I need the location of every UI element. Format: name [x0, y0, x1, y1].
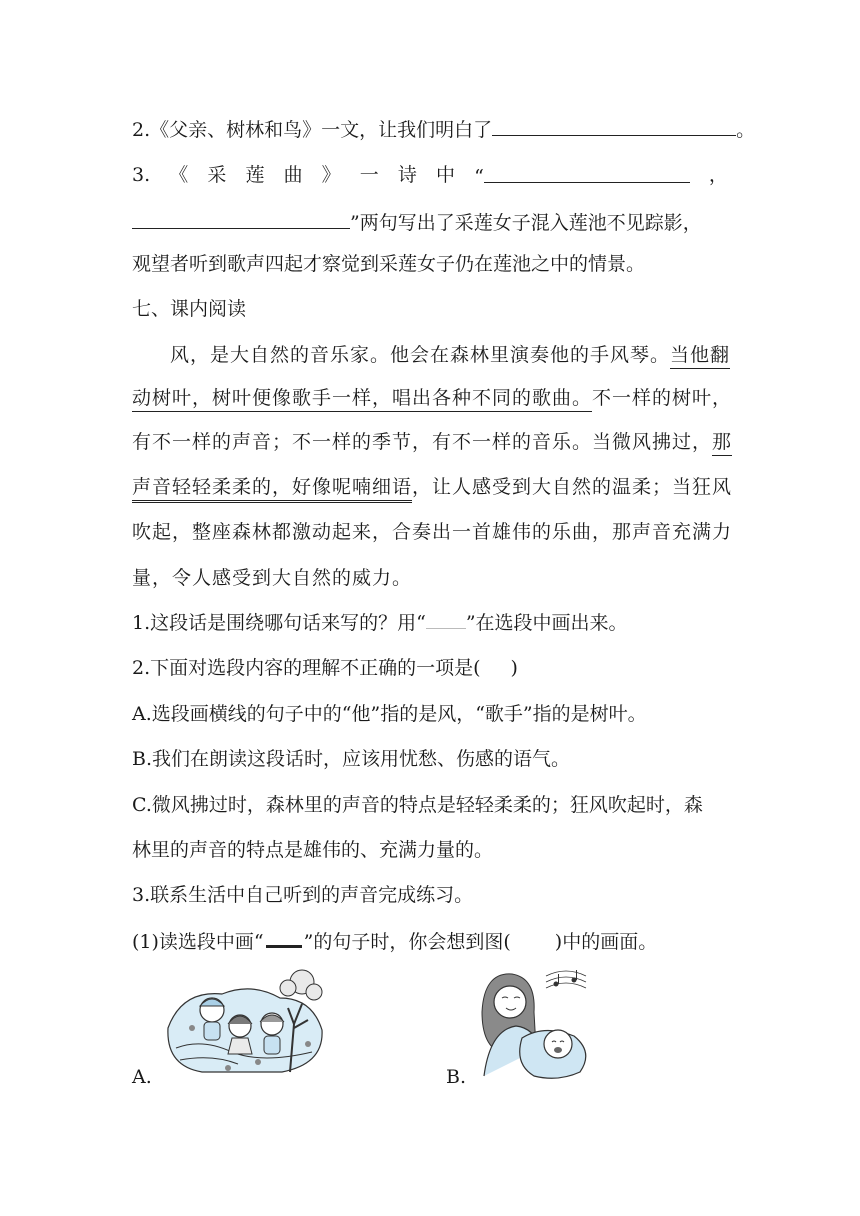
- question-text: ): [510, 657, 518, 679]
- passage-text: 风，是大自然的音乐家。他会在森林里演奏他的手风琴。: [170, 344, 671, 366]
- passage-line: [132, 385, 732, 411]
- passage-line: [132, 429, 732, 455]
- passage-line: 吹起，整座森林都激动起来，合奏出一首雄伟的乐曲，那声音充满力: [132, 521, 733, 543]
- passage-text: 不一样的树叶，: [592, 387, 733, 409]
- passage-line: 量，令人感受到大自然的威力。: [132, 567, 413, 589]
- reading-question-1: [132, 610, 628, 636]
- q3-char: 莲: [245, 164, 265, 186]
- mother-singing-to-baby-illustration[interactable]: [474, 968, 604, 1082]
- q3-quote-blank: [474, 162, 690, 190]
- question-text: 1.这段话是围绕哪句话来写的？用“: [132, 612, 426, 634]
- question-text: )中的画面。: [554, 931, 658, 953]
- answer-blank[interactable]: [484, 162, 690, 183]
- q3-char: 诗: [397, 164, 417, 186]
- fill-q2-end: 。: [736, 119, 756, 141]
- reading-question-3: 3.联系生活中自己听到的声音完成练习。: [132, 884, 474, 906]
- line-symbol: [426, 610, 466, 629]
- passage-text: ，让人感受到大自然的温柔；当狂风: [412, 476, 733, 498]
- fill-question-3-line2: [132, 208, 702, 236]
- picture-a-label: A.: [132, 1066, 152, 1088]
- double-underlined-text: 声音轻轻柔柔的，好像呢喃细语: [132, 476, 412, 503]
- line-symbol: [266, 927, 302, 948]
- underlined-text: 动树叶，树叶便像歌手一样，唱出各种不同的歌曲。: [132, 387, 592, 412]
- fill-question-3-line3: 观望者听到歌声四起才察觉到采莲女子仍在莲池之中的情景。: [132, 253, 646, 275]
- reading-question-2: [132, 655, 518, 681]
- option-c-line1: C.微风拂过时，森林里的声音的特点是轻轻柔柔的；狂风吹起时，森: [132, 794, 703, 816]
- answer-blank[interactable]: [492, 115, 736, 136]
- q3-number: 3.: [132, 164, 151, 186]
- q3-open-quote: “: [474, 166, 484, 188]
- fill-q2-text: 2.《父亲、树林和鸟》一文，让我们明白了: [132, 119, 493, 141]
- answer-blank[interactable]: [132, 208, 350, 229]
- q3-char: 》: [321, 164, 341, 186]
- q3-line2-text: ”两句写出了采莲女子混入莲池不见踪影，: [350, 212, 702, 234]
- children-in-forest-illustration[interactable]: [162, 968, 328, 1078]
- underlined-text: 那: [712, 431, 732, 456]
- question-text: 2.下面对选段内容的理解不正确的一项是(: [132, 657, 481, 679]
- reading-question-3-1: [132, 927, 657, 955]
- q3-comma: ，: [708, 164, 728, 186]
- question-text: ”在选段中画出来。: [465, 612, 628, 634]
- q3-char: 《: [169, 164, 189, 186]
- underlined-text: 当他翻: [670, 344, 730, 369]
- fill-question-3-line1: [132, 162, 728, 190]
- option-b: B.我们在朗读这段话时，应该用忧愁、伤感的语气。: [132, 748, 571, 770]
- q3-char: 采: [207, 164, 227, 186]
- q3-char: 一: [359, 164, 379, 186]
- picture-b-label: B.: [446, 1066, 467, 1088]
- option-c-line2: 林里的声音的特点是雄伟的、充满力量的。: [132, 839, 494, 861]
- fill-question-2: [132, 115, 755, 143]
- passage-text: 有不一样的声音；不一样的季节，有不一样的音乐。当微风拂过，: [132, 431, 713, 453]
- q3-char: 曲: [283, 164, 303, 186]
- question-text: (1)读选段中画“: [132, 931, 264, 953]
- question-text: ”的句子时，你会想到图(: [303, 931, 511, 953]
- q3-char: 中: [436, 164, 456, 186]
- section-title: 七、课内阅读: [132, 298, 247, 320]
- passage-line: [132, 474, 732, 500]
- option-a: A.选段画横线的句子中的“他”指的是风，“歌手”指的是树叶。: [132, 703, 647, 725]
- passage-line: [170, 342, 730, 368]
